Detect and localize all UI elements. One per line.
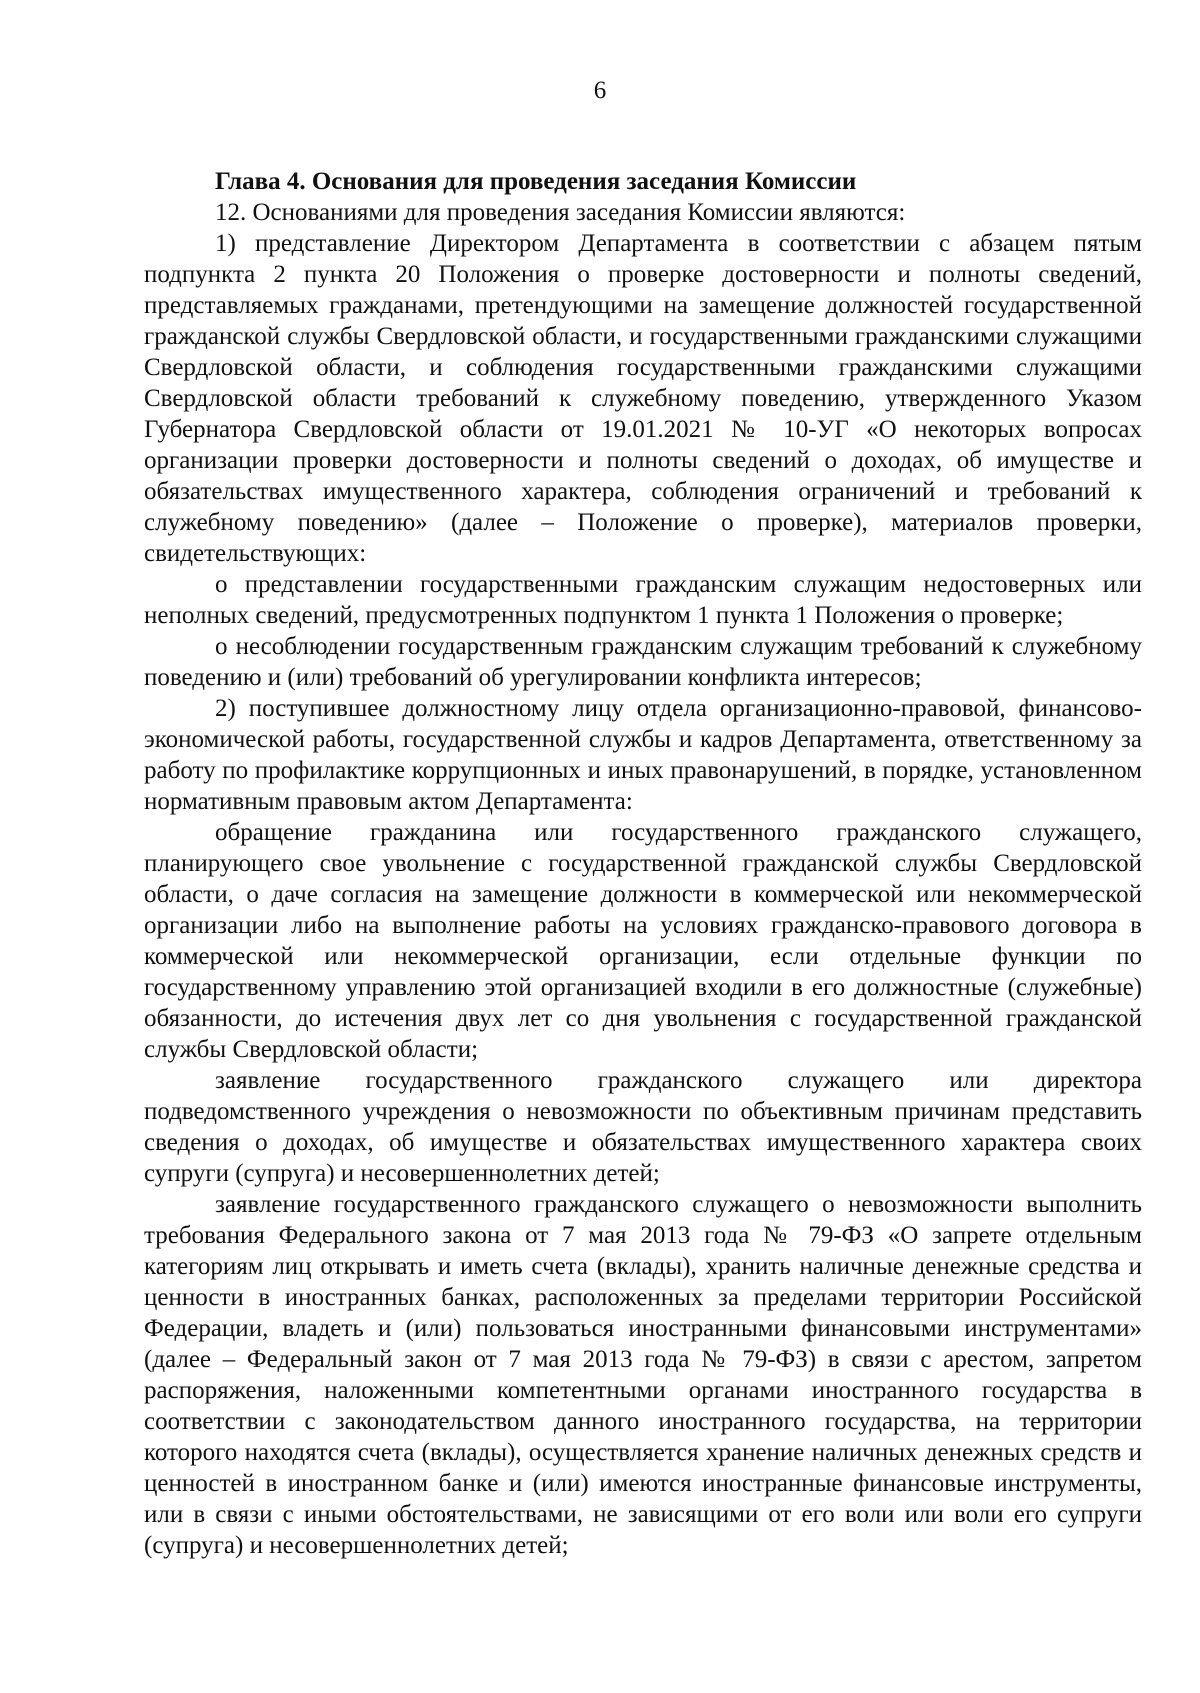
paragraph-item-2-statement-foreign: заявление государственного гражданского служащего о невозможности выполнить требования Федерального закона от 7 мая 2013 года № 79-ФЗ «О запрете отдельным категориям лиц открывать и иметь счета (вклады), хранить наличные денежные средства и ценности в иностранных банках, расположенных за пределами территории Российской Федерации, владеть и (или) пользоваться иностранными финансовыми инструментами» (далее – Федеральный закон от 7 мая 2013 года № 79-ФЗ) в связи с арестом, запретом распоряжения, наложенными компетентными органами иностранного государства в соответствии с законодательством данного иностранного государства, на территории которого находятся счета (вклады), осуществляется хранение наличных денежных средств и ценностей в иностранном банке и (или) имеются иностранные финансовые инструменты, или в связи с иными обстоятельствами, не зависящими от его воли или воли его супруги (супруга) и несовершеннолетних детей;	[144, 1191, 1142, 1559]
paragraph-item-1: 1) представление Директором Департамента в соответствии с абзацем пятым подпункта 2 пункта 20 Положения о проверке достоверности и полноты сведений, представляемых гражданами, претендующими на замещение должностей государственной гражданской службы Свердловской области, и государственными гражданскими служащими Свердловской области, и соблюдения государственными гражданскими служащими Свердловской области требований к служебному поведению, утвержденного Указом Губернатора Свердловской области от 19.01.2021 № 10-УГ «О некоторых вопросах организации проверки достоверности и полноты сведений о доходах, об имуществе и обязательствах имущественного характера, соблюдения ограничений и требований к служебному поведению» (далее – Положение о проверке), материалов проверки, свидетельствующих:	[144, 230, 1142, 567]
paragraph-item-2-statement-income: заявление государственного гражданского служащего или директора подведомственного учреждения о невозможности по объективным причинам представить сведения о доходах, об имуществе и обязательствах имущественного характера своих супруги (супруга) и несовершеннолетних детей;	[144, 1067, 1142, 1187]
paragraph-item-1-false-info: о представлении государственными гражданским служащим недостоверных или неполных сведений, предусмотренных подпунктом 1 пункта 1 Положения о проверке;	[144, 571, 1142, 629]
paragraph-item-2: 2) поступившее должностному лицу отдела организационно-правовой, финансово-экономической работы, государственной службы и кадров Департамента, ответственному за работу по профилактике коррупционных и иных правонарушений, в порядке, установленном нормативным правовым актом Департамента:	[144, 695, 1142, 815]
paragraph-item-2-appeal: обращение гражданина или государственного гражданского служащего, планирующего свое увольнение с государственной гражданской службы Свердловской области, о даче согласия на замещение должности в коммерческой или некоммерческой организации либо на выполнение работы на условиях гражданско-правового договора в коммерческой или некоммерческой организации, если отдельные функции по государственному управлению этой организацией входили в его должностные (служебные) обязанности, до истечения двух лет со дня увольнения с государственной гражданской службы Свердловской области;	[144, 819, 1142, 1063]
chapter-heading: Глава 4. Основания для проведения заседания Комиссии	[215, 168, 857, 195]
paragraph-item-1-non-compliance: о несоблюдении государственным гражданским служащим требований к служебному поведению и (или) требований об урегулировании конфликта интересов;	[144, 633, 1142, 691]
paragraph-grounds-intro: 12. Основаниями для проведения заседания Комиссии являются:	[215, 199, 906, 226]
page-number: 6	[593, 77, 607, 104]
document-body	[144, 166, 1142, 1561]
